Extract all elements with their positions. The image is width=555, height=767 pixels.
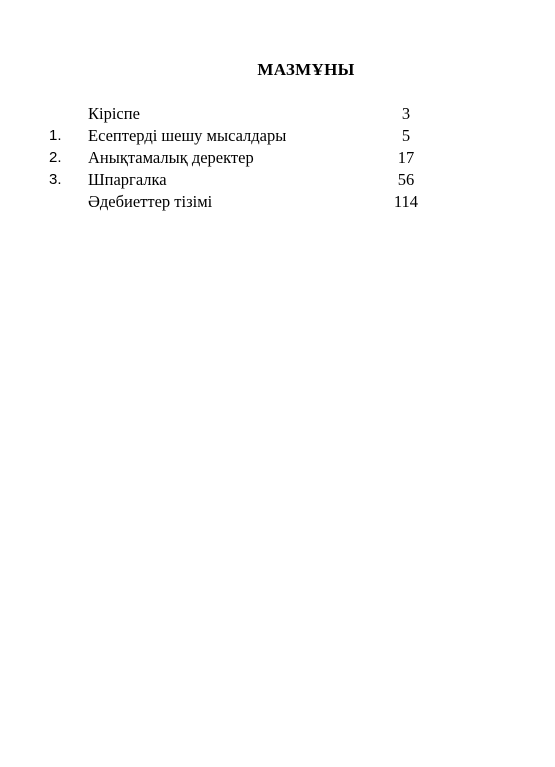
toc-entry-number: 3. [49, 171, 62, 188]
toc-entry-label: Әдебиеттер тізімі [88, 192, 213, 211]
toc-entry-label: Кіріспе [88, 104, 140, 123]
toc-entry-problem-solving-examples [0, 125, 555, 147]
toc-entry-introduction [0, 103, 555, 125]
toc-entry-cheat-sheet [0, 169, 555, 191]
toc-entry-number: 2. [49, 149, 62, 166]
toc-entry-bibliography [0, 191, 555, 213]
toc-entry-reference-data [0, 147, 555, 169]
toc-entry-page: 3 [401, 104, 411, 123]
toc-entry-page: 5 [401, 126, 411, 145]
toc-entry-page: 114 [393, 192, 419, 211]
toc-entry-label: Шпаргалка [88, 170, 167, 189]
toc-entry-number: 1. [49, 127, 62, 144]
page-title: МАЗМҰНЫ [257, 60, 355, 79]
toc-entry-page: 56 [397, 170, 415, 189]
toc-entry-label: Есептерді шешу мысалдары [88, 126, 287, 145]
table-of-contents [0, 103, 555, 213]
toc-entry-label: Анықтамалық деректер [88, 148, 254, 167]
toc-entry-page: 17 [397, 148, 415, 167]
